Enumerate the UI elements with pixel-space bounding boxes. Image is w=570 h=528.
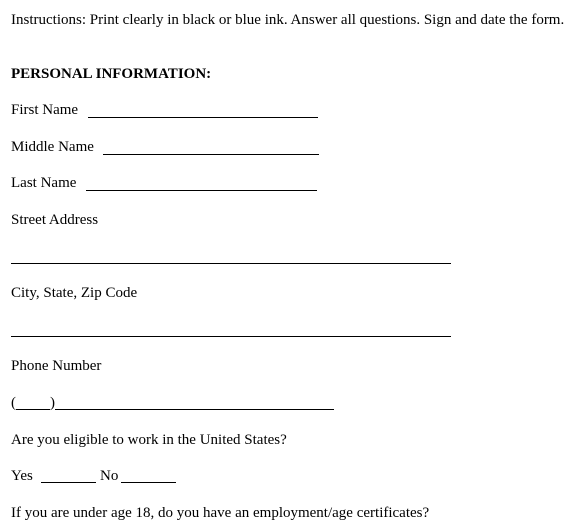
no-label: No — [100, 468, 119, 484]
under-18-question: If you are under age 18, do you have an employment/age certificates? — [11, 505, 430, 521]
city-state-zip-label: City, State, Zip Code — [11, 285, 138, 301]
first-name-field[interactable] — [88, 117, 318, 118]
last-name-field[interactable] — [86, 190, 317, 191]
no-answer-field[interactable] — [121, 482, 176, 483]
form-instructions: Instructions: Print clearly in black or blue ink. Answer all questions. Sign and date the form. — [11, 12, 565, 28]
eligibility-question: Are you eligible to work in the United States? — [11, 432, 287, 448]
phone-number-label: Phone Number — [11, 358, 102, 374]
phone-area-code-field[interactable] — [16, 409, 50, 410]
middle-name-field[interactable] — [103, 154, 319, 155]
phone-number-field[interactable] — [55, 409, 334, 410]
street-address-field[interactable] — [11, 263, 451, 264]
last-name-label: Last Name — [11, 175, 77, 191]
first-name-label: First Name — [11, 102, 79, 118]
middle-name-label: Middle Name — [11, 139, 94, 155]
yes-label: Yes — [11, 468, 33, 484]
city-state-zip-field[interactable] — [11, 336, 451, 337]
phone-open-paren: ( — [11, 395, 16, 411]
phone-close-paren: ) — [50, 395, 55, 411]
yes-answer-field[interactable] — [41, 482, 96, 483]
section-title: PERSONAL INFORMATION: — [11, 66, 212, 82]
street-address-label: Street Address — [11, 212, 99, 228]
